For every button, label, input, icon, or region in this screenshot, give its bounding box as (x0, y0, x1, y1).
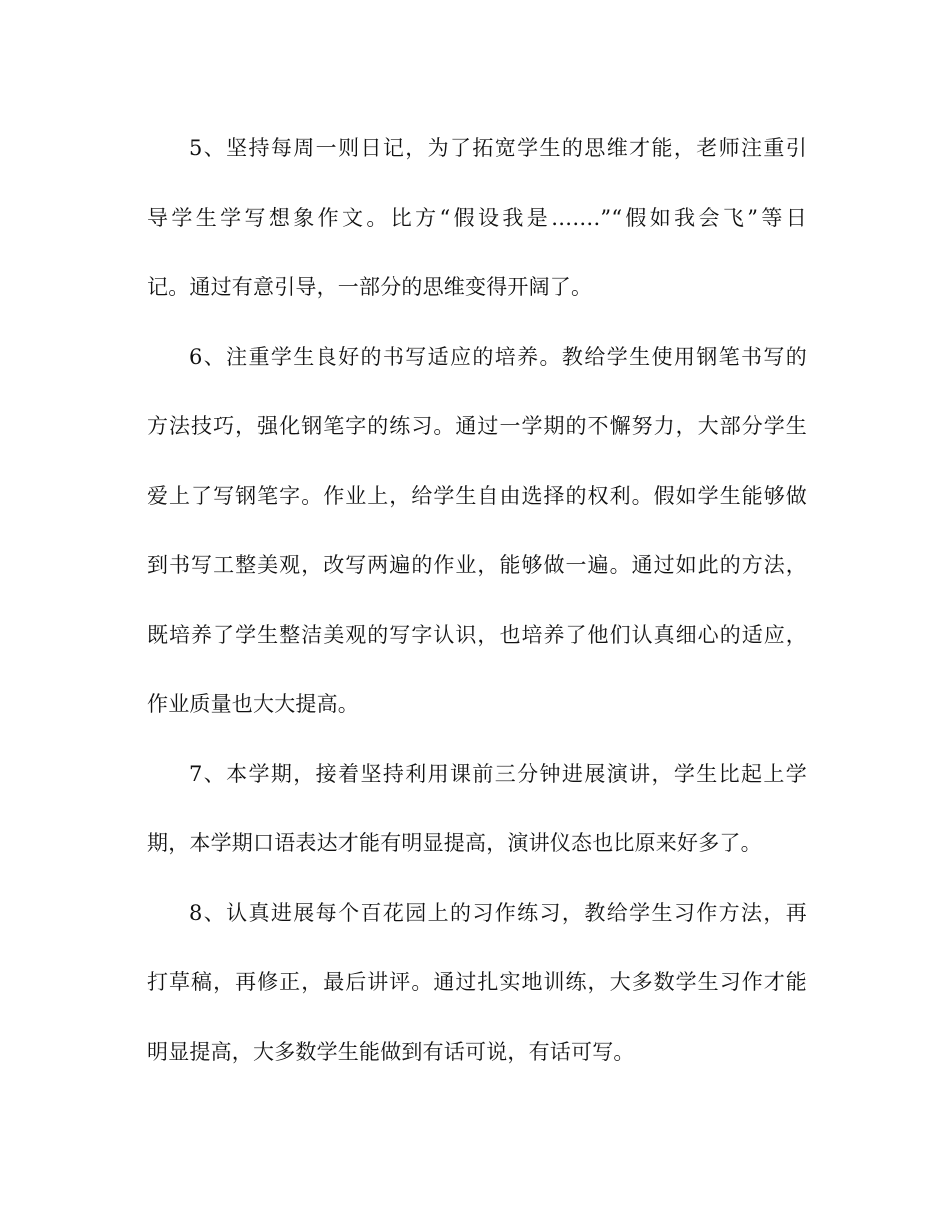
text-line: 到书写工整美观，改写两遍的作业，能够做一遍。通过如此的方法， (147, 553, 807, 577)
text-line: 爱上了写钢笔字。作业上，给学生自由选择的权利。假如学生能够做 (147, 483, 807, 508)
text-line: 打草稿，再修正，最后讲评。通过扎实地训练，大多数学生习作才能 (147, 970, 807, 994)
paragraph-5 (147, 114, 807, 323)
paragraph-6 (147, 323, 807, 740)
document-body (147, 114, 807, 1087)
text-line: 方法技巧，强化钢笔字的练习。通过一学期的不懈努力，大部分学生 (147, 414, 807, 438)
text-line: 记。通过有意引导，一部分的思维变得开阔了。 (147, 275, 593, 299)
text-line: 5、坚持每周一则日记，为了拓宽学生的思维才能，老师注重引 (189, 136, 807, 160)
paragraph-8 (147, 879, 807, 1088)
text-line: 期，本学期口语表达才能有明显提高，演讲仪态也比原来好多了。 (147, 831, 762, 855)
text-line: 明显提高，大多数学生能做到有话可说，有话可写。 (147, 1039, 635, 1064)
text-line: 导学生学写想象作文。比方“假设我是…….”“假如我会飞”等日 (147, 205, 807, 230)
text-line: 6、注重学生良好的书写适应的培养。教给学生使用钢笔书写的 (189, 344, 807, 369)
text-line: 7、本学期，接着坚持利用课前三分钟进展演讲，学生比起上学 (189, 761, 807, 786)
text-line: 既培养了学生整洁美观的写字认识，也培养了他们认真细心的适应， (147, 622, 807, 647)
paragraph-7 (147, 740, 807, 879)
text-line: 作业质量也大大提高。 (147, 692, 359, 716)
text-line: 8、认真进展每个百花园上的习作练习，教给学生习作方法，再 (189, 900, 807, 925)
